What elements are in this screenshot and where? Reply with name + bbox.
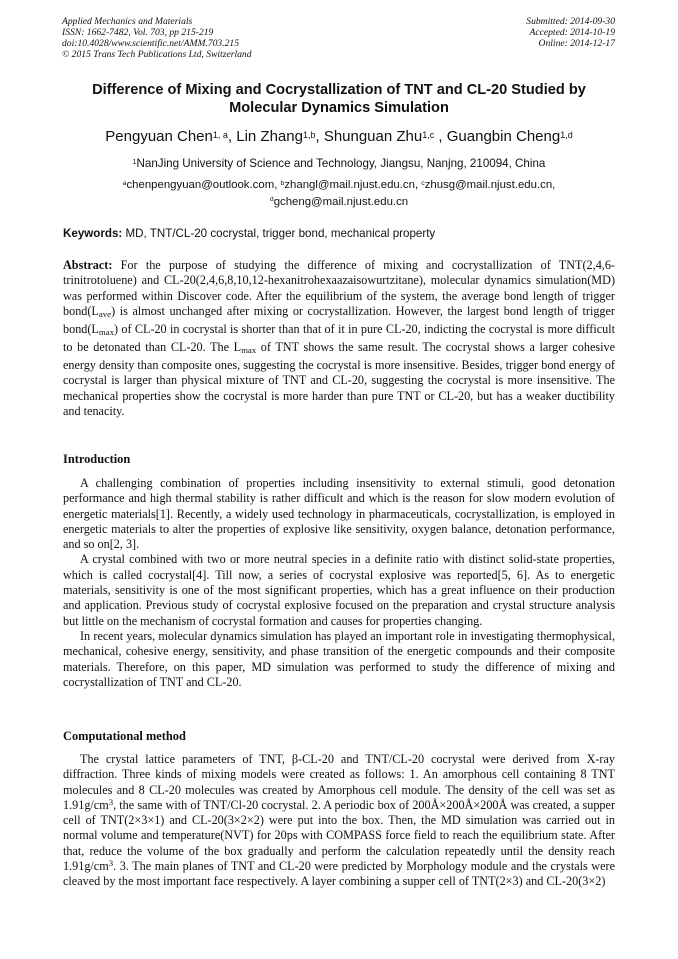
- copyright: © 2015 Trans Tech Publications Ltd, Switzerland: [62, 49, 252, 60]
- subscript: max: [241, 344, 257, 355]
- keywords-label: Keywords:: [63, 227, 123, 240]
- online-date: Online: 2014-12-17: [538, 38, 615, 49]
- author-affiliation-mark: 1,c: [422, 130, 435, 141]
- doi: doi:10.4028/www.scientific.net/AMM.703.215: [62, 38, 240, 49]
- subscript: max: [98, 326, 114, 337]
- email-mark: d: [269, 196, 274, 204]
- paragraph-text: . 3. The main planes of TNT and CL-20 were predicted by Morphology module and the crystals were cleaved by the most important face respectively. A layer combining a supper cell of TNT(2×3) and CL-20(3×2): [63, 859, 615, 889]
- journal-name: Applied Mechanics and Materials: [62, 16, 193, 27]
- affiliation: [40, 156, 638, 171]
- paragraph: [63, 752, 615, 890]
- paragraph: A crystal combined with two or more neutral species in a definite ratio with distinct solid-state properties, which is called cocrystal[4]. Till now, a series of cocrystal explosive was reported[5, 6]. As to energetic materials, sensitivity is one of the most significant properties, which has a great influence on their production and application. Previous study of cocrystal explosive focused on the preparation and crystal structure analysis but little on the mechanism of cocrystal formation and causes for properties changing.: [63, 552, 615, 628]
- email-mark: b: [280, 179, 285, 187]
- issn: ISSN: 1662-7482, Vol. 703, pp 215-219: [62, 27, 214, 38]
- submitted-date: Submitted: 2014-09-30: [526, 16, 615, 27]
- superscript: 3: [108, 858, 114, 869]
- keywords: [63, 226, 618, 242]
- keywords-text: MD, TNT/CL-20 cocrystal, trigger bond, mechanical property: [125, 227, 436, 240]
- introduction-section: [63, 476, 615, 690]
- paper-title: [60, 81, 618, 117]
- email-address: zhusg@mail.njust.edu.cn: [424, 179, 553, 191]
- title-line-2: Molecular Dynamics Simulation: [229, 100, 449, 116]
- abstract-label: Abstract:: [63, 258, 113, 272]
- computational-section: [63, 752, 615, 890]
- abstract-text: of TNT shows the same result. The cocrystal shows a larger cohesive energy density than composite ones, suggesting the cocrystal is more insensitive. Besides, trigger bond energy of cocrystal is larger than physical mixture of TNT and CL-20, suggesting the cocrystal is more insensitive. The mechanical properties show the cocrystal is more harder than pure TNT or CL-20, but has a weaker ductibility and tenacity.: [63, 339, 615, 418]
- author-name: Lin Zhang: [236, 128, 303, 145]
- paragraph: A challenging combination of properties including insensitivity to external stimuli, good detonation performance and high thermal stability is rather difficult and which is the reason for slow modern evolution of energetic materials[1]. Recently, a widely used technology in pharmaceuticals, cocrystallization, is employed in energetic materials to alter the properties of explosive like sensitivity, oxygen balance, detonation performance, and so on[2, 3].: [63, 476, 615, 552]
- superscript: 3: [108, 796, 114, 807]
- author-name: Guangbin Cheng: [446, 128, 561, 145]
- dates-header: [526, 16, 615, 49]
- email-address: chenpengyuan@outlook.com: [126, 179, 275, 191]
- author-affiliation-mark: 1,b: [302, 130, 316, 141]
- email-address: zhangl@mail.njust.edu.cn: [284, 179, 415, 191]
- title-line-1: Difference of Mixing and Cocrystallization of TNT and CL-20 Studied by: [92, 82, 586, 98]
- abstract-text: ) is almost unchanged after mixing or cocrystallization. However, the largest bond length of trigger bond(L: [63, 303, 615, 336]
- email-mark: c: [421, 179, 425, 187]
- accepted-date: Accepted: 2014-10-19: [529, 27, 615, 38]
- computational-heading: Computational method: [63, 729, 186, 743]
- abstract-text: For the purpose of studying the difference of mixing and cocrystallization of TNT(2,4,6-trinitrotoluene) and CL-20(2,4,6,8,10,12-hexanitrohexaazaisowurtzitane), molecular dynamics simulation(MD) was performed within Discover code. After the equilibrium of the system, the average bond length of trigger bond(L: [63, 258, 615, 318]
- author-affiliation-mark: 1, a: [212, 130, 228, 141]
- paragraph-text: The crystal lattice parameters of TNT, β-CL-20 and TNT/CL-20 cocrystal were derived from X-ray diffraction. Three kinds of mixing models were created as follows: 1. An amorphous cell containing 8 TNT molecules and 8 CL-20 molecules was created by Amorphous cell module. The density of the cell was set as 1.91g/cm: [63, 752, 615, 812]
- introduction-heading: Introduction: [63, 452, 131, 466]
- email-mark: a: [122, 179, 127, 187]
- affiliation-text: NanJing University of Science and Technology, Jiangsu, Nanjng, 210094, China: [136, 157, 546, 170]
- author-emails: $^a$chenpengyuan@outlook.com, $^b$zhangl@mail.njust.edu.cn, $^c$zhusg@mail.njust.edu.cn, $^d$gcheng@mail.njust.edu.cn: [122, 179, 556, 208]
- abstract-text: ) of CL-20 in cocrystal is shorter than that of it in pure CL-20, indicting the cocrystal is more difficult to be detonated than CL-20. The L: [63, 321, 615, 354]
- paragraph: In recent years, molecular dynamics simulation has played an important role in investigating thermophysical, mechanical, cohesive energy, sensitivity, and phase transition of the energetic compounds and their composite materials. Therefore, on this paper, MD simulation was performed to study the difference of mixing and cocrystallization of TNT and CL-20.: [63, 628, 615, 689]
- author-name: Pengyuan Chen: [105, 128, 213, 145]
- author-list: Pengyuan Chen$^{1, a}$, Lin Zhang$^{1,b}$, Shunguan Zhu$^{1,c}$ , Guangbin Cheng$^{1,d}$: [105, 128, 573, 145]
- subscript: ave: [98, 308, 112, 319]
- journal-header: [62, 16, 252, 60]
- author-name: Shunguan Zhu: [323, 128, 423, 145]
- paragraph-text: , the same with of TNT/Cl-20 cocrystal. 2. A periodic box of 200Å×200Å×200Å was created, a supper cell of TNT(2×3×1) and CL-20(3×2×2) were put into the box. Then, the MD simulation was carried out in normal volume and temperature(NVT) for 20ps with COMPASS force field to reach the equilibrium state. After that, reduce the volume of the box gradually and perform the calculation repeatedly until the density reach 1.91g/cm: [63, 797, 615, 874]
- abstract: [63, 258, 615, 419]
- affiliation-mark: 1: [132, 158, 137, 166]
- author-affiliation-mark: 1,d: [560, 130, 573, 141]
- email-address: gcheng@mail.njust.edu.cn: [273, 195, 409, 208]
